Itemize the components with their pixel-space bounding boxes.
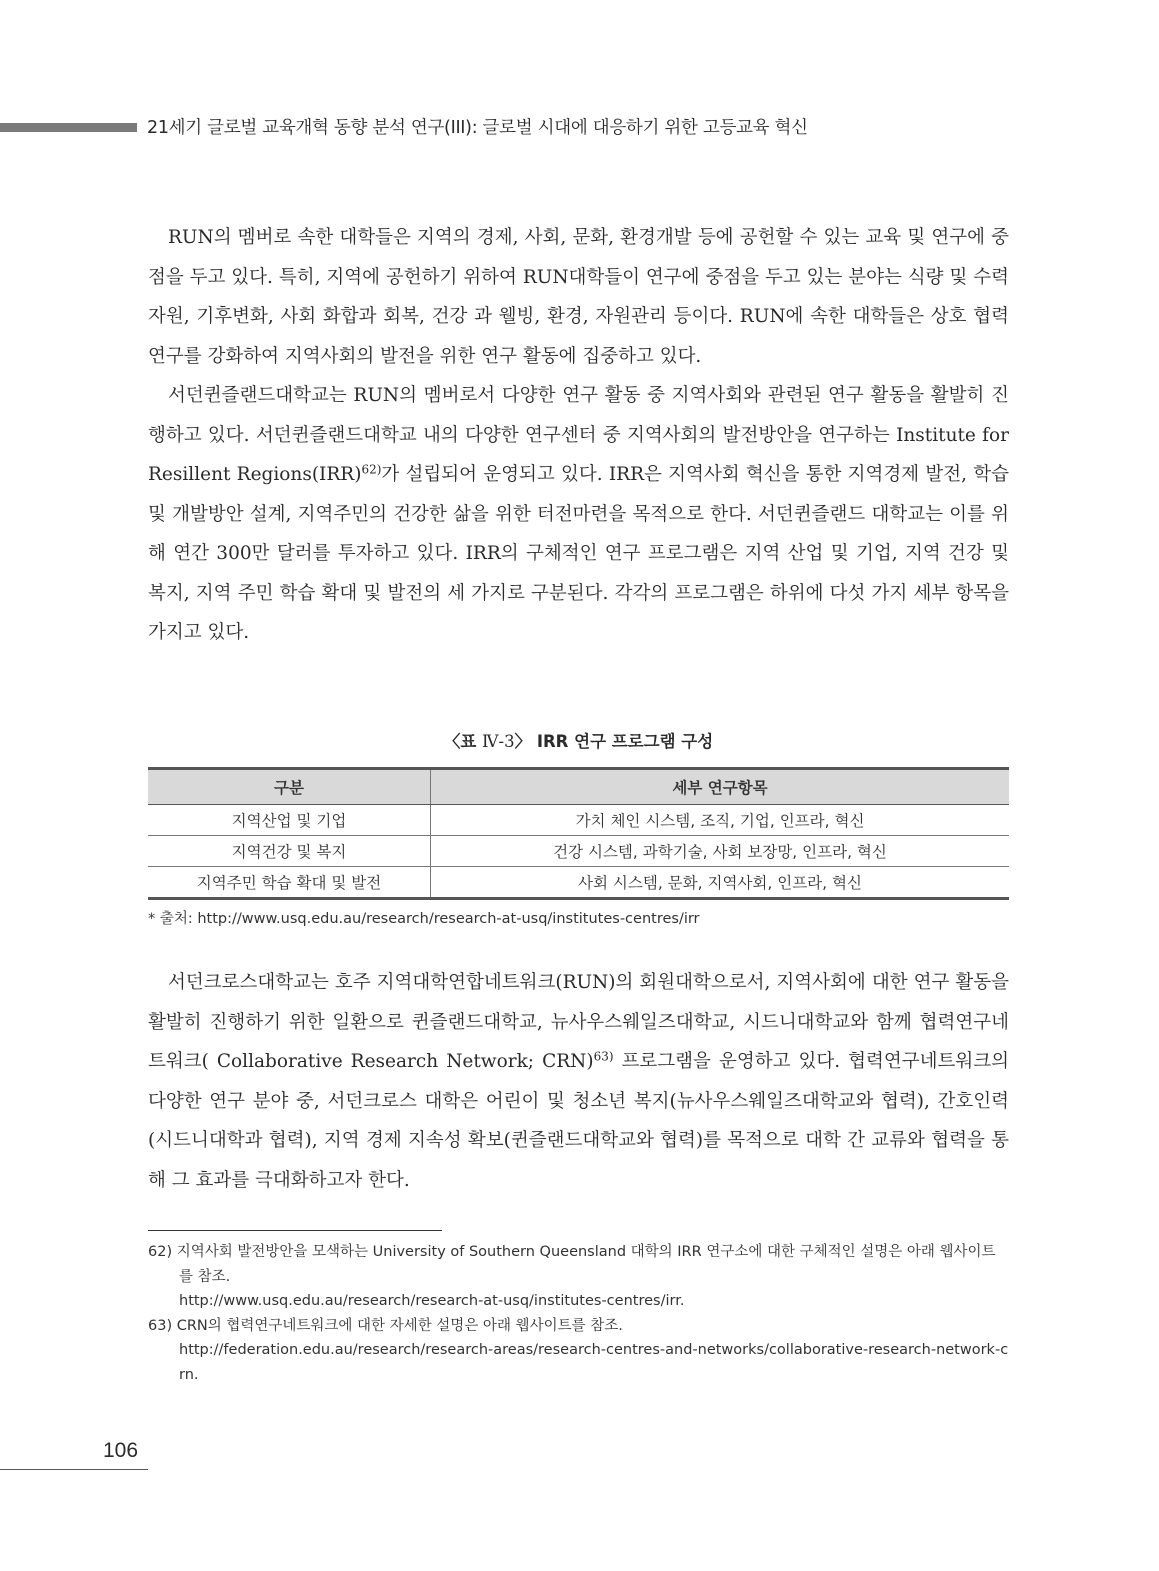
table-row: [148, 867, 1009, 899]
table-source-note: * 출처: http://www.usq.edu.au/research/research-at-usq/institutes-centres/irr: [148, 911, 700, 927]
footnote-ref-63[interactable]: 63): [593, 1049, 614, 1064]
table-header-items: 세부 연구항목: [431, 769, 1010, 805]
paragraph-scu-text-1: 서던크로스대학교는 호주 지역대학연합네트워크(RUN)의 회원대학으로서, 지역사회에 대한 연구 활동을 활발히 진행하기 위한 일환으로 퀸즐랜드대학교, 뉴사우스웨일즈대학교, 시드니대학교와 함께 협력연구네트워크( Collaborative Research Network; CRN): [148, 972, 1009, 1072]
body-section-1: [148, 218, 1009, 653]
table-caption-number: Ⅳ-3: [482, 732, 515, 751]
footnote-62: [148, 1240, 1009, 1314]
page-number-rule: [0, 1469, 148, 1470]
table-header-category: 구분: [148, 769, 431, 805]
footnote-link[interactable]: http://federation.edu.au/research/research-areas/research-centres-and-networks/collaborative-research-network-crn.: [179, 1342, 1009, 1383]
paragraph-usq-text-1: 서던퀸즐랜드대학교는 RUN의 멤버로서 다양한 연구 활동 중 지역사회와 관련된 연구 활동을 활발히 진행하고 있다. 서던퀸즐랜드대학교 내의 다양한 연구센터 중 지역사회의 발전방안을 연구하는 Institute for Resillent Regions(IRR): [148, 385, 1009, 485]
table-cell-items: 가치 체인 시스템, 조직, 기업, 인프라, 혁신: [431, 805, 1010, 836]
table-cell-items: 건강 시스템, 과학기술, 사회 보장망, 인프라, 혁신: [431, 836, 1010, 867]
footnote-mark: 62): [148, 1244, 173, 1260]
irr-program-table: [148, 767, 1009, 900]
footnote-link[interactable]: http://www.usq.edu.au/research/research-at-usq/institutes-centres/irr.: [179, 1293, 685, 1309]
paragraph-run: RUN의 멤버로 속한 대학들은 지역의 경제, 사회, 문화, 환경개발 등에 공헌할 수 있는 교육 및 연구에 중점을 두고 있다. 특히, 지역에 공헌하기 위하여 RUN대학들이 연구에 중점을 두고 있는 분야는 식량 및 수력자원, 기후변화, 사회 화합과 회복, 건강 과 웰빙, 환경, 자원관리 등이다. RUN에 속한 대학들은 상호 협력연구를 강화하여 지역사회의 발전을 위한 연구 활동에 집중하고 있다.: [148, 227, 1009, 367]
table-caption: [148, 728, 1009, 752]
table-caption-title: 〉 IRR 연구 프로그램 구성: [514, 732, 714, 751]
table-cell-items: 사회 시스템, 문화, 지역사회, 인프라, 혁신: [431, 867, 1010, 899]
footnote-mark: 63): [148, 1317, 173, 1334]
table-cell-category: 지역산업 및 기업: [148, 805, 431, 836]
footnote-divider: [148, 1230, 442, 1231]
paragraph-scu: [148, 963, 1009, 1200]
table-cell-category: 지역주민 학습 확대 및 발전: [148, 867, 431, 899]
table-row: [148, 836, 1009, 867]
running-header: 21세기 글로벌 교육개혁 동향 분석 연구(III): 글로벌 시대에 대응하기 위한 고등교육 혁신: [147, 118, 808, 138]
table-header-row: [148, 769, 1009, 805]
footnote-text: 지역사회 발전방안을 모색하는 University of Southern Queensland 대학의 IRR 연구소에 대한 구체적인 설명은 아래 웹사이트를 참조.: [176, 1244, 996, 1285]
footnote-63: [148, 1314, 1009, 1388]
footnote-ref-62[interactable]: 62): [361, 462, 382, 477]
table-cell-category: 지역건강 및 복지: [148, 836, 431, 867]
header-bar: [0, 123, 137, 132]
body-section-2: [148, 963, 1009, 1200]
footnote-text: CRN의 협력연구네트워크에 대한 자세한 설명은 아래 웹사이트를 참조.: [176, 1317, 623, 1334]
paragraph-usq-text-2: 가 설립되어 운영되고 있다. IRR은 지역사회 혁신을 통한 지역경제 발전, 학습 및 개발방안 설계, 지역주민의 건강한 삶을 위한 터전마련을 목적으로 한다. 서던퀸즐랜드 대학교는 이를 위해 연간 300만 달러를 투자하고 있다. IRR의 구체적인 연구 프로그램은 지역 산업 및 기업, 지역 건강 및 복지, 지역 주민 학습 확대 및 발전의 세 가지로 구분된다. 각각의 프로그램은 하위에 다섯 가지 세부 항목을 가지고 있다.: [148, 464, 1009, 643]
table-row: [148, 805, 1009, 836]
table-caption-open: 〈표: [443, 732, 483, 751]
paragraph-scu-text-2: 프로그램을 운영하고 있다. 협력연구네트워크의 다양한 연구 분야 중, 서던크로스 대학은 어린이 및 청소년 복지(뉴사우스웨일즈대학교와 협력), 간호인력(시드니대학과 협력), 지역 경제 지속성 확보(퀸즐랜드대학교와 협력)를 목적으로 대학 간 교류와 협력을 통해 그 효과를 극대화하고자 한다.: [148, 1051, 1009, 1191]
footnotes: [148, 1240, 1009, 1387]
page-number: 106: [103, 1439, 139, 1462]
paragraph-usq: [148, 376, 1009, 653]
